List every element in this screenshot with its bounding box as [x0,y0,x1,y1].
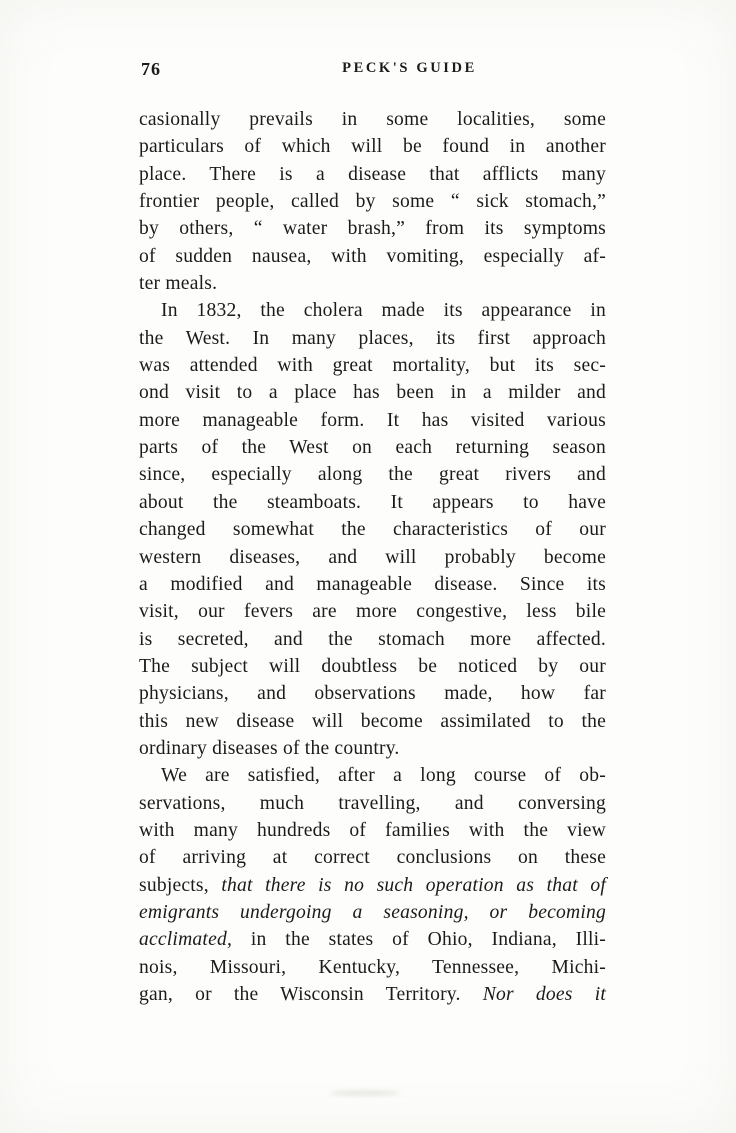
text-line [139,626,606,653]
text-segment: is secreted, and the stomach more affected. [139,628,606,650]
text-segment: ter meals. [139,273,218,295]
text-segment: of sudden nausea, with vomiting, especially af- [139,245,606,267]
text-line [139,544,606,571]
text-segment: subjects, [139,874,222,896]
text-segment: of arriving at correct conclusions on these [139,847,606,869]
text-line [139,708,606,735]
text-segment: about the steamboats. It appears to have [139,491,606,513]
text-segment: more manageable form. It has visited various [139,409,606,431]
scan-smudge [330,1090,400,1096]
paragraph [139,106,606,297]
text-line [139,379,606,406]
text-segment: servations, much travelling, and conversing [139,792,606,814]
text-segment: a modified and manageable disease. Since its [139,573,606,595]
text-line [139,598,606,625]
text-line [139,735,606,762]
text-line [139,790,606,817]
text-segment: this new disease will become assimilated to the [139,710,606,732]
text-line [139,817,606,844]
text-line [139,215,606,242]
text-line [139,434,606,461]
text-segment: changed somewhat the characteristics of our [139,519,606,541]
text-line [139,653,606,680]
text-block [139,106,606,1008]
text-segment: gan, or the Wisconsin Territory. [139,984,483,1005]
text-line [139,981,606,1008]
text-segment: visit, our fevers are more congestive, less bile [139,601,606,623]
text-segment: parts of the West on each returning season [139,437,606,459]
text-line [139,188,606,215]
text-line [139,844,606,871]
text-segment: the West. In many places, its first approach [139,327,606,349]
text-segment: western diseases, and will probably become [139,546,606,568]
text-line [139,270,606,297]
text-segment: since, especially along the great rivers and [139,464,606,486]
paragraph [139,297,606,762]
text-segment: ordinary diseases of the country. [139,737,400,759]
italic-text-segment: emigrants undergoing a seasoning, or becoming [139,901,606,923]
text-segment: The subject will doubtless be noticed by our [139,655,606,677]
italic-text-segment: acclimated, [139,929,233,951]
italic-text-segment: Nor does it [482,984,606,1005]
text-line [139,489,606,516]
text-line [139,926,606,953]
text-segment: nois, Missouri, Kentucky, Tennessee, Michi- [139,956,606,978]
text-line [139,516,606,543]
text-line [139,461,606,488]
text-line [139,571,606,598]
text-line [139,106,606,133]
text-segment: in the states of Ohio, Indiana, Illi- [232,929,606,951]
text-segment: by others, “ water brash,” from its symptoms [139,218,606,240]
text-segment: ond visit to a place has been in a milder and [139,382,606,404]
text-line [139,243,606,270]
text-segment: place. There is a disease that afflicts many [139,163,606,185]
text-segment: In 1832, the cholera made its appearance in [161,300,606,322]
text-line [139,297,606,324]
page-number: 76 [141,59,161,79]
paragraph [139,762,606,1008]
text-line [139,352,606,379]
text-segment: frontier people, called by some “ sick stomach,” [139,191,606,213]
text-line [139,872,606,899]
text-line [139,133,606,160]
text-segment: physicians, and observations made, how far [139,683,606,705]
text-segment: was attended with great mortality, but its sec- [139,355,606,377]
text-segment: We are satisfied, after a long course of ob- [161,765,606,787]
text-line [139,954,606,981]
text-segment: casionally prevails in some localities, some [139,109,606,130]
italic-text-segment: that there is no such operation as that of [221,874,606,896]
text-line [139,899,606,926]
text-line [139,161,606,188]
text-line [139,325,606,352]
text-line [139,407,606,434]
text-segment: particulars of which will be found in another [139,136,606,158]
text-line [139,762,606,789]
running-head-title: PECK'S GUIDE [342,60,477,76]
text-segment: with many hundreds of families with the view [139,819,606,841]
page-header [139,58,606,84]
text-line [139,680,606,707]
